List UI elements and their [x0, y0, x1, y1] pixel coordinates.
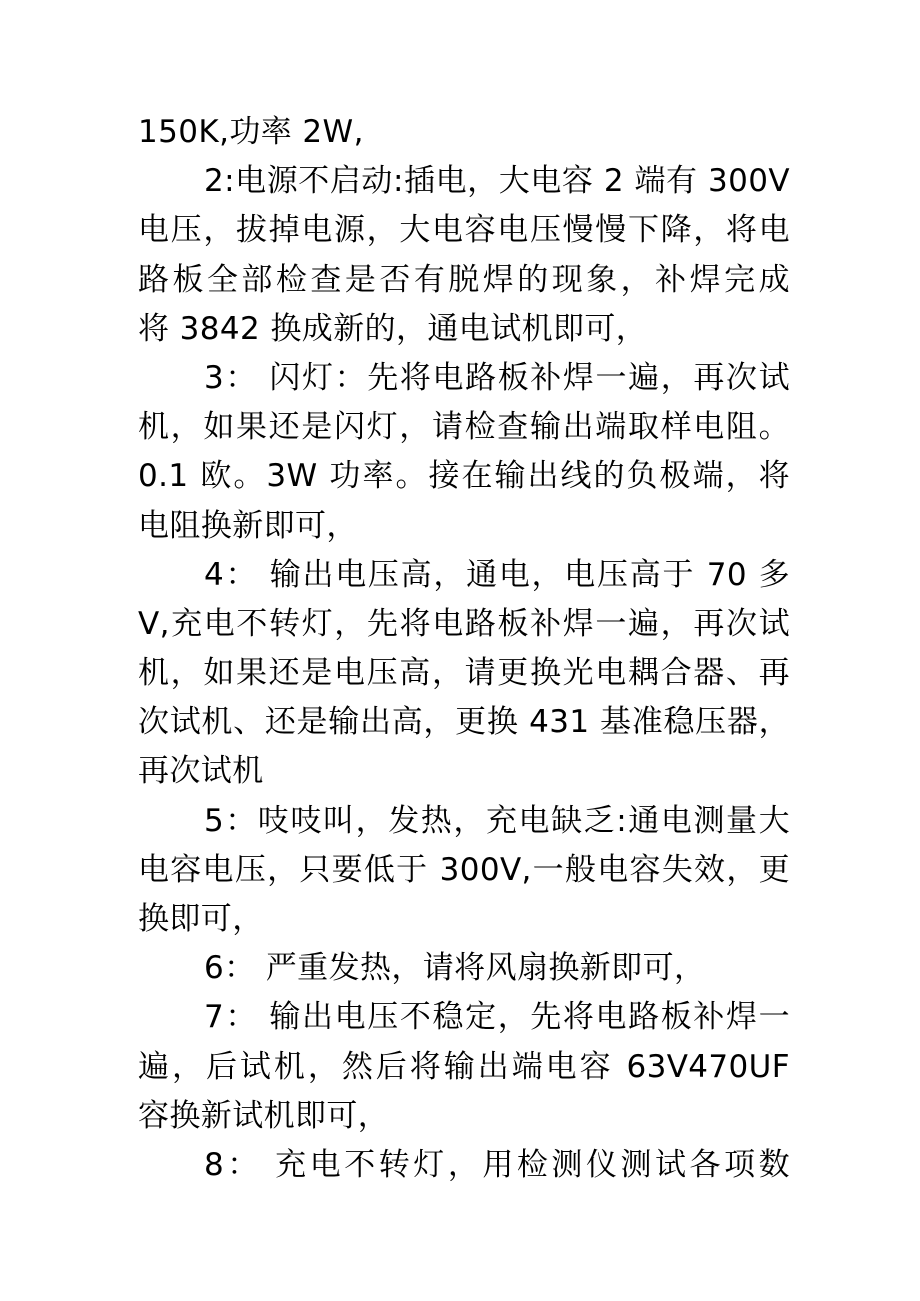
text-line: 电压，拔掉电源，大电容电压慢慢下降，将电	[138, 212, 790, 249]
text-line: 容换新试机即可，	[138, 1097, 390, 1134]
text-line: 路板全部检查是否有脱焊的现象，补焊完成	[138, 261, 790, 298]
text-line: 7： 输出电压不稳定，先将电路板补焊一	[204, 999, 790, 1036]
text-line: 机，如果还是闪灯，请检查输出端取样电阻。	[138, 409, 790, 446]
text-line: 将 3842 换成新的，通电试机即可，	[138, 310, 648, 347]
body-text	[138, 108, 790, 1190]
text-line: 6： 严重发热，请将风扇换新即可，	[204, 950, 706, 987]
text-line: 5：吱吱叫，发热，充电缺乏:通电测量大	[204, 802, 790, 839]
text-line: 150K,功率 2W,	[138, 114, 364, 150]
text-line: 8： 充电不转灯，用检测仪测试各项数	[204, 1146, 790, 1183]
text-line: 2:电源不启动:插电，大电容 2 端有 300V	[204, 163, 790, 200]
text-line: 3： 闪灯：先将电路板补焊一遍，再次试	[204, 359, 790, 396]
text-line: 4： 输出电压高，通电，电压高于 70 多	[204, 556, 790, 593]
text-line: 机，如果还是电压高，请更换光电耦合器、再	[138, 655, 790, 692]
text-line: 再次试机	[138, 753, 264, 790]
text-line: 电阻换新即可，	[138, 507, 358, 544]
text-line: 次试机、还是输出高，更换 431 基准稳压器，	[138, 704, 790, 741]
text-line: 遍，后试机，然后将输出端电容 63V470UF	[138, 1048, 790, 1085]
text-line: 电容电压，只要低于 300V,一般电容失效，更	[138, 851, 790, 888]
text-line: 换即可，	[138, 901, 264, 937]
text-line: V,充电不转灯，先将电路板补焊一遍，再次试	[138, 605, 790, 642]
text-line: 0.1 欧。3W 功率。接在输出线的负极端，将	[138, 458, 790, 495]
